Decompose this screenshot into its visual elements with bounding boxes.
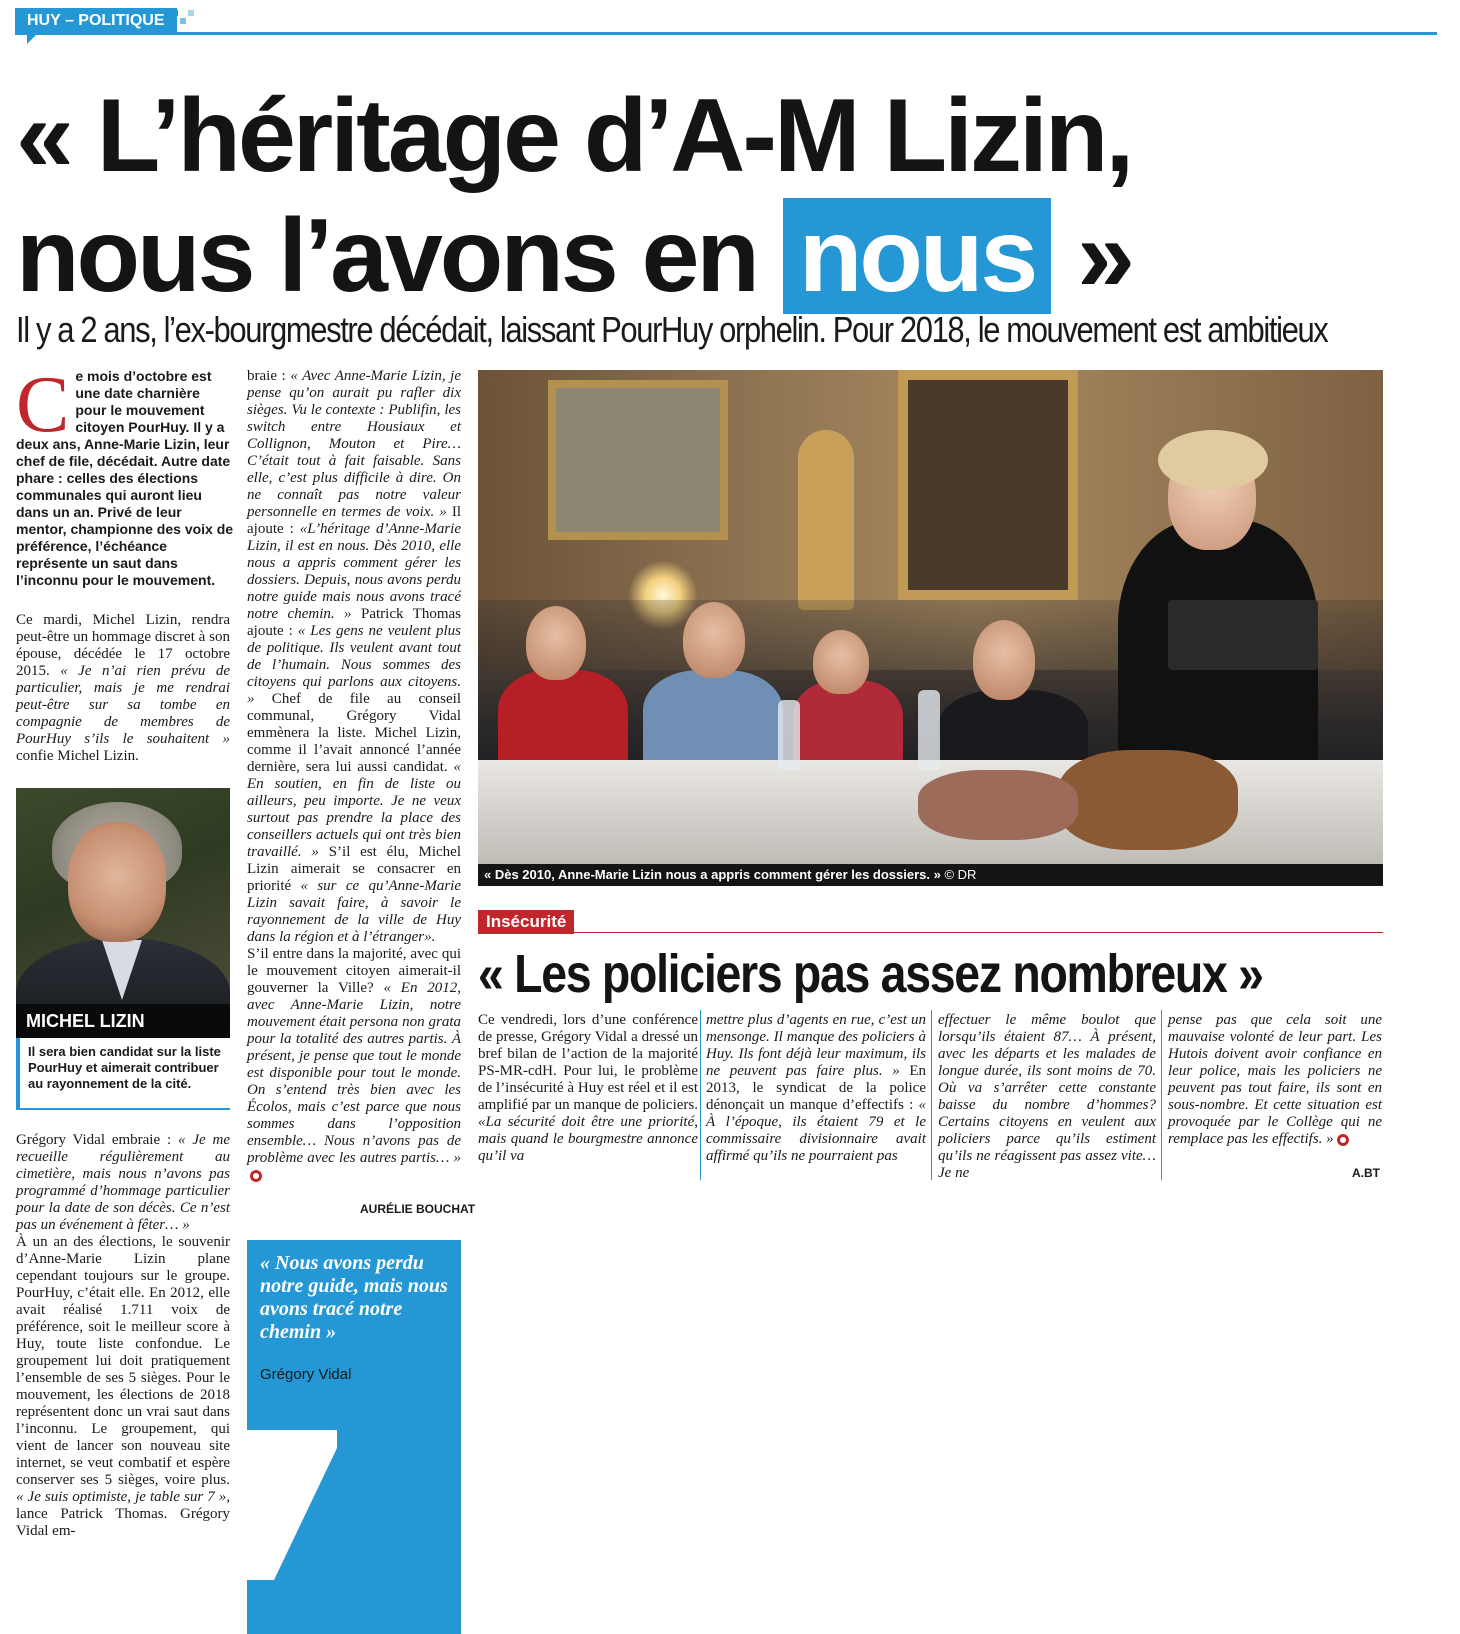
insecurite-column-2 [706, 1012, 926, 1165]
quote-run: «L’héritage d’Anne-Marie Lizin, il est en nous. Dès 2010, elle nous a appris comment gérer les dossiers. Depuis, nous avons perdu notre guide mais nous avons tracé notre chemin. » [247, 521, 461, 622]
tag-rule [478, 932, 1383, 933]
headline-highlight: nous [783, 198, 1051, 314]
text-run: Ce vendredi, lors d’une conférence de presse, Grégory Vidal a dressé un bref bilan de l’action de la majorité PS-MR-cdH. Pour lui, le problème de l’insécurité à Huy est réel et il est amplifié par un manque de policiers. [478, 1012, 698, 1113]
section-label: HUY – POLITIQUE [15, 8, 177, 34]
text-run: S’il est élu, Michel Lizin aimerait se consacrer en priorité [247, 844, 462, 894]
quote-run: « Les gens ne veulent plus de politique. Ils veulent avant tout de l’humain. Nous sommes des citoyens qui parlons aux citoyens. » [247, 623, 461, 707]
insecurite-column-1 [478, 1012, 698, 1165]
quote-run: effectuer le même boulot que lorsqu’ils étaient 87… À présent, avec les départs et les malades de longue durée, ils sont moins de 70. Où va s’arrêter cette constante baisse du nombre d’hommes? Certains citoyens en veulent aux policiers parce qu’ils estiment qu’ils ne réagissent pas assez vite… Je ne [938, 1012, 1156, 1181]
text-run: confie Michel Lizin. [16, 748, 139, 764]
column-rule [1161, 1010, 1162, 1180]
column-1-bottom [16, 1132, 230, 1540]
column-rule [700, 1010, 701, 1180]
lead-text: e mois d’octobre est une date charnière pour le mouvement citoyen PourHuy. Il y a deux ans, Anne-Marie Lizin, leur chef de file, décédait. Autre date phare : celles des élections communales qui auront lieu dans un an. Privé de leur mentor, championne des voix de préférence, l’échéance représente un saut dans l’inconnu pour le mouvement. [16, 368, 234, 588]
headline [16, 76, 1446, 316]
end-mark-icon [1337, 1134, 1349, 1146]
secondary-headline: « Les policiers pas assez nombreux » [478, 944, 1263, 1004]
insecurite-column-3 [938, 1012, 1156, 1182]
insecurite-column-4 [1168, 1012, 1382, 1148]
section-notch [27, 34, 37, 44]
pull-quote-text: « Nous avons perdu notre guide, mais nous avons tracé notre chemin » [260, 1252, 448, 1343]
quote-run: « En soutien, en fin de liste ou ailleurs, peu importe. Je ne veux surtout pas prendre la place des conseillers actuels qui ont très bien travaillé. » [247, 759, 461, 860]
photo-caption-text: « Dès 2010, Anne-Marie Lizin nous a appris comment gérer les dossiers. » [484, 867, 941, 882]
quote-run: « sur ce qu’Anne-Marie Lizin savait faire, à savoir le rayonnement de la ville de Huy dans la région et à l’étranger». [247, 878, 461, 945]
author-signature: AURÉLIE BOUCHAT [360, 1202, 476, 1216]
pixel-ornament [188, 10, 194, 16]
main-photo [478, 370, 1383, 864]
column-2 [247, 368, 461, 1184]
subheadline: Il y a 2 ans, l’ex-bourgmestre décédait, laissant PourHuy orphelin. Pour 2018, le mouvement est ambitieux [16, 309, 1328, 350]
quote-run: «La sécurité doit être une priorité, mais quand le bourgmestre annonce qu’il va [478, 1114, 698, 1164]
column-1-top [16, 612, 230, 765]
quote-run: « À l’époque, ils étaient 79 et le commissaire divisionnaire avait affirmé qu’ils ne pourraient pas [706, 1097, 926, 1164]
quote-run: pense pas que cela soit une mauvaise volonté de leur part. Les Hutois doivent avoir confiance en leur police, mais les policiers ne peuvent pas tout faire, ils sont en sous-nombre. Et cette situation est provoquée par le Collège qui ne remplace pas les effectifs. » [1168, 1012, 1382, 1147]
text-run: Grégory Vidal embraie : [16, 1132, 178, 1148]
text-run: Ce mardi, Michel Lizin, rendra peut-être un hommage discret à son épouse, décédée le 17 octobre 2015. [16, 612, 230, 679]
quote-run: « Avec Anne-Marie Lizin, je pense qu’on aurait pu rafler dix sièges. Vu le contexte : Publifin, les switch entre Housiaux et Collignon, Mouton et Pire… C’était tout à fait faisable. Sans elle, c’est plus difficile à dire. On ne connaît pas notre valeur personnelle en termes de voix. » [247, 368, 461, 520]
photo-caption [478, 864, 1383, 886]
quote-run: « Je suis optimiste, je table sur 7 » [16, 1489, 227, 1505]
headline-line-2-post: » [1051, 198, 1132, 314]
lead-paragraph [16, 361, 234, 589]
pull-quote-author: Grégory Vidal [260, 1366, 352, 1383]
text-run: Patrick Thomas ajoute : [247, 606, 461, 639]
quote-run: mettre plus d’agents en rue, c’est un mensonge. Il manque des policiers à Huy. Ils font déjà leur maximum, ils ne peuvent pas faire plus. » [706, 1012, 926, 1079]
text-run: braie : [247, 368, 291, 384]
portrait-name: MICHEL LIZIN [16, 1004, 230, 1038]
quote-run: « En 2012, avec Anne-Marie Lizin, notre mouvement était persona non grata pour la totalité des autres partis. À présent, je pense que tout le monde est disponible pour tout le monde. On s’entend très bien avec les Écolos, mais c’est parce que nous sommes dans l’opposition ensemble… Nous n’avons pas de problème avec les autres partis… » [247, 980, 462, 1166]
headline-line-2-pre: nous l’avons en [16, 198, 783, 314]
author-signature: A.BT [1352, 1166, 1380, 1180]
portrait-caption: Il sera bien candidat sur la liste PourHuy et aimerait contribuer au rayonnement de la cité. [16, 1038, 230, 1110]
photo-credit: © DR [940, 867, 977, 882]
drop-cap: C [16, 361, 70, 449]
text-run: À un an des élections, le souvenir d’Anne-Marie Lizin plane cependant toujours sur le groupe. PourHuy, c’était elle. En 2012, elle avait réalisé 1.711 voix de préférence, soit le meilleur score à Huy, toute liste confondue. Le groupement lui doit pratiquement l’ensemble de ses 5 sièges. Pour le mouvement, les élections de 2018 représentent donc un vrai saut dans l’inconnu. Le groupement, qui vient de lancer son nouveau site internet, se veut combatif et espère conserver ses 5 sièges, voire plus. [16, 1234, 230, 1488]
text-run: En 2013, le syndicat de la police dénonçait un manque d’effectifs : [706, 1063, 926, 1113]
text-run: , lance Patrick Thomas. Grégory Vidal em- [16, 1489, 230, 1539]
headline-line-1: « L’héritage d’A-M Lizin, [16, 78, 1132, 194]
topic-tag: Insécurité [478, 910, 574, 934]
quote-run: « Je n’ai rien prévu de particulier, mais je me rendrai peut-être sur sa tombe en compagnie de membres de PourHuy s’ils le souhaitent » [16, 663, 231, 747]
pixel-ornament [172, 10, 178, 16]
portrait-photo [16, 788, 230, 1038]
end-mark-icon [250, 1170, 262, 1182]
text-run: Chef de file au conseil communal, Grégory Vidal emmènera la liste. Michel Lizin, comme il l’avait annoncé l’année dernière, sera lui aussi candidat. [247, 691, 461, 775]
text-run: S’il entre dans la majorité, avec qui le mouvement citoyen aimerait-il gouverner la Ville? [247, 946, 461, 996]
section-rule [15, 32, 1437, 35]
quote-run: « Je me recueille régulièrement au cimetière, mais nous n’avons pas programmé d’hommage particulier pour la date de son décès. Ce n’est pas un événement à fêter… » [16, 1132, 230, 1233]
column-rule [931, 1010, 932, 1180]
pixel-ornament [180, 18, 186, 24]
text-run: Il ajoute : [247, 504, 461, 537]
